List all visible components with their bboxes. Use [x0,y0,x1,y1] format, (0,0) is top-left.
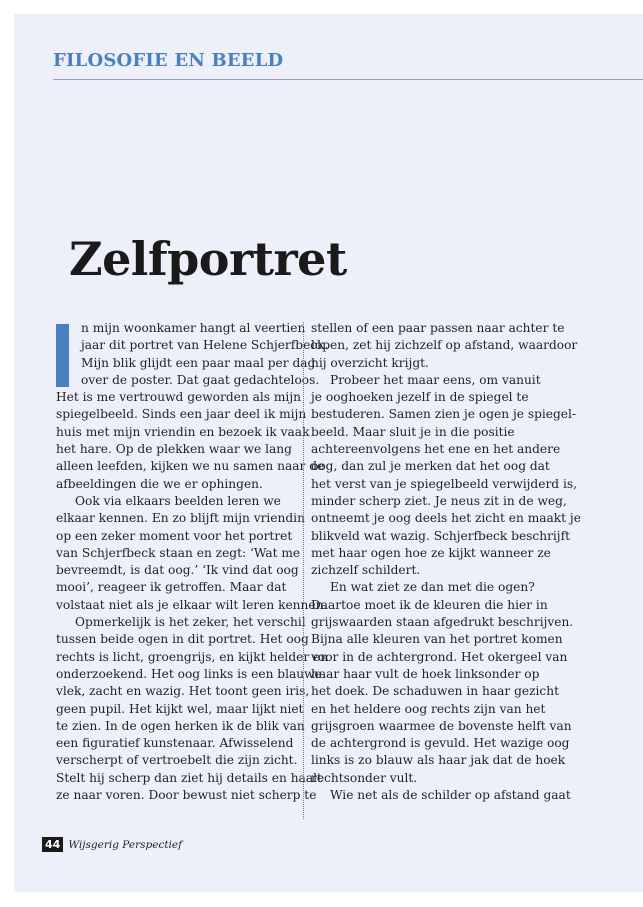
text-line: Bijna alle kleuren van het portret komen [311,632,563,647]
text-line: blikveld wat wazig. Schjerfbeck beschrijft [311,528,570,543]
header-rule [53,79,643,80]
text-line: hij overzicht krijgt. [311,355,429,370]
right-column [311,320,581,804]
text-line: verscherpt of vertroebelt die zijn zicht. [56,753,298,768]
text-line: volstaat niet als je elkaar wilt leren kennen. [56,597,328,612]
page-number: 44 [42,837,63,852]
text-line: over de poster. Dat gaat gedachteloos. [81,372,320,387]
text-line: het hare. Op de plekken waar we lang [56,442,292,457]
column-divider [303,322,304,819]
text-line: zichzelf schildert. [311,563,421,578]
text-line: links is zo blauw als haar jak dat de hoek [311,753,566,768]
text-line: afbeeldingen die we er ophingen. [56,476,263,491]
text-line: rechts is licht, groengrijs, en kijkt helder en [56,649,329,664]
text-line: lopen, zet hij zichzelf op afstand, waardoor [311,338,578,353]
text-line: grijswaarden staan afgedrukt beschrijven. [311,615,574,630]
text-line: Probeer het maar eens, om vanuit [330,372,541,387]
text-line: ze naar voren. Door bewust niet scherp te [56,788,317,803]
text-line: het doek. De schaduwen in haar gezicht [311,684,559,699]
text-line: en het heldere oog rechts zijn van het [311,701,546,716]
text-line: achtereenvolgens het ene en het andere [311,442,561,457]
text-line: te zien. In de ogen herken ik de blik van [56,718,305,733]
text-line: Stelt hij scherp dan ziet hij details en haalt [56,770,322,785]
text-line: oog, dan zul je merken dat het oog dat [311,459,550,474]
journal-name: Wijsgerig Perspectief [68,838,183,851]
text-line: Ook via elkaars beelden leren we [75,493,281,508]
text-line: Opmerkelijk is het zeker, het verschil [75,615,306,630]
text-line: vlek, zacht en wazig. Het toont geen iris, [56,684,310,699]
article-title: Zelfportret [69,232,347,286]
section-header: FILOSOFIE EN BEELD [53,50,284,71]
text-line: met haar ogen hoe ze kijkt wanneer ze [311,545,551,560]
text-line: onderzoekend. Het oog links is een blauwe [56,666,322,681]
text-line: huis met mijn vriendin en bezoek ik vaak [56,424,310,439]
text-line: bestuderen. Samen zien je ogen je spiegel- [311,407,577,422]
text-line: voor in de achtergrond. Het okergeel van [311,649,568,664]
text-line: bevreemdt, is dat oog.’ ‘Ik vind dat oog [56,563,299,578]
page-footer [42,837,182,852]
text-line: Daartoe moet ik de kleuren die hier in [311,597,548,612]
left-column [56,320,329,804]
text-line: rechtsonder vult. [311,770,418,785]
text-line: Het is me vertrouwd geworden als mijn [56,390,301,405]
text-line: van Schjerfbeck staan en zegt: ‘Wat me [56,545,301,560]
text-line: minder scherp ziet. Je neus zit in de weg, [311,493,567,508]
text-line: En wat ziet ze dan met die ogen? [330,580,535,595]
text-line: beeld. Maar sluit je in die positie [311,424,515,439]
text-line: je ooghoeken jezelf in de spiegel te [311,390,529,405]
text-line: de achtergrond is gevuld. Het wazige oog [311,736,570,751]
text-line: n mijn woonkamer hangt al veertien [81,321,306,335]
text-line: haar haar vult de hoek linksonder op [311,666,540,681]
text-line: ontneemt je oog deels het zicht en maakt je [311,511,581,526]
text-line: jaar dit portret van Helene Schjerfbeck. [81,338,329,353]
text-line: het verst van je spiegelbeeld verwijderd is, [311,476,577,491]
text-line: Wie net als de schilder op afstand gaat [330,788,571,803]
text-line: Mijn blik glijdt een paar maal per dag [81,355,316,370]
text-line: elkaar kennen. En zo blijft mijn vriendin [56,511,305,526]
text-line: tussen beide ogen in dit portret. Het oog [56,632,309,647]
text-line: grijsgroen waarmee de bovenste helft van [311,718,572,733]
text-line: spiegelbeeld. Sinds een jaar deel ik mijn [56,407,307,422]
text-line: geen pupil. Het kijkt wel, maar lijkt niet [56,701,304,716]
text-line: stellen of een paar passen naar achter te [311,321,565,335]
text-line: mooi’, reageer ik getroffen. Maar dat [56,580,287,595]
text-line: alleen leefden, kijken we nu samen naar de [56,459,325,474]
text-line: een figuratief kunstenaar. Afwisselend [56,736,294,751]
text-line: op een zeker moment voor het portret [56,528,293,543]
